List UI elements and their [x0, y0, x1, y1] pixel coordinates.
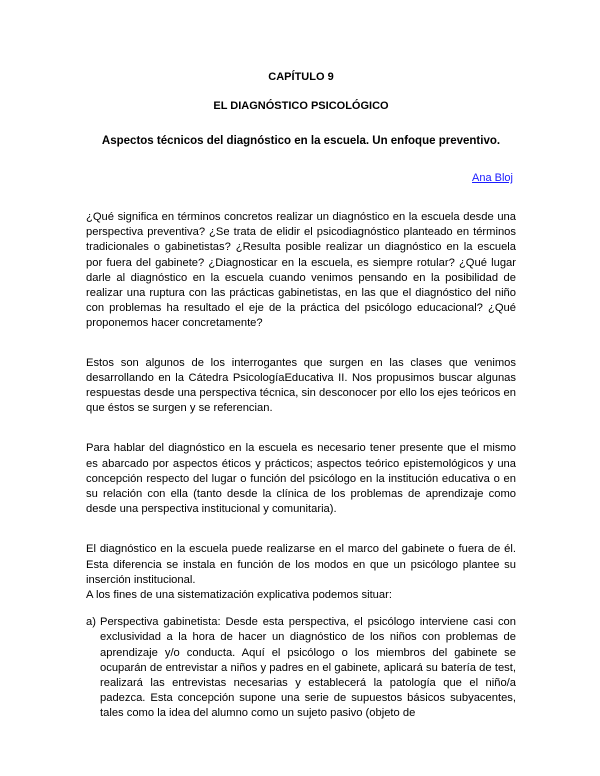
paragraph-2: Estos son algunos de los interrogantes que surgen en las clases que venimos desarrollando en la Cátedra PsicologíaEducativa II. Nos propusimos buscar algunas respuestas desde una perspectiva técnica, sin desconocer por ello los ejes teóricos en que éstos se surgen y se referencian. [86, 356, 516, 415]
paragraph-5: A los fines de una sistematización explicativa podemos situar: [86, 589, 392, 602]
chapter-subtitle: Aspectos técnicos del diagnóstico en la escuela. Un enfoque preventivo. [101, 135, 501, 147]
paragraph-4: El diagnóstico en la escuela puede realizarse en el marco del gabinete o fuera de él. Esta diferencia se instala en función de los modos en que un psicólogo plantee su inserción institucional. [86, 543, 516, 586]
author-line [86, 172, 513, 184]
chapter-heading: CAPÍTULO 9 [268, 71, 334, 83]
list-text: Perspectiva gabinetista: Desde esta perspectiva, el psicólogo interviene casi con exclusividad a la hora de hacer un diagnóstico de los niños con problemas de aprendizaje y/o conducta. Aquí el psicólogo o los miembros del gabinete se ocuparán de entrevistar a niños y padres en el gabinete, aplicará su batería de test, realizará las entrevistas necesarias y establecerá la patología que el niño/a padezca. Esta concepción supone una serie de supuestos básicos subyacentes, tales como la idea del alumno como un sujeto pasivo (objeto de [100, 616, 516, 720]
list-item [86, 615, 516, 721]
list-marker: a) [86, 616, 96, 629]
paragraph-1: ¿Qué significa en términos concretos realizar un diagnóstico en la escuela desde una perspectiva preventiva? ¿Se trata de elidir el psicodiagnóstico planteado en términos tradicionales o gabinetistas? ¿Resulta posible realizar un diagnóstico en la escuela por fuera del gabinete? ¿Diagnosticar en la escuela, es siempre rotular? ¿Qué lugar darle al diagnóstico en la escuela cuando venimos pensando en la posibilidad de realizar una ruptura con las prácticas gabinetistas, en las que el diagnóstico del niño con problemas ha resultado el eje de la práctica del psicólogo educacional? ¿Qué proponemos hacer concretamente? [86, 211, 516, 330]
author-link[interactable]: Ana Bloj [472, 172, 513, 184]
chapter-title: EL DIAGNÓSTICO PSICOLÓGICO [213, 100, 389, 112]
paragraph-3: Para hablar del diagnóstico en la escuela es necesario tener presente que el mismo es abarcado por aspectos éticos y prácticos; aspectos teórico epistemológicos y una concepción respecto del lugar o función del psicólogo en la institución educativa o en su relación con ella (tanto desde la clínica de los problemas de aprendizaje como desde una perspectiva institucional y comunitaria). [86, 442, 516, 516]
